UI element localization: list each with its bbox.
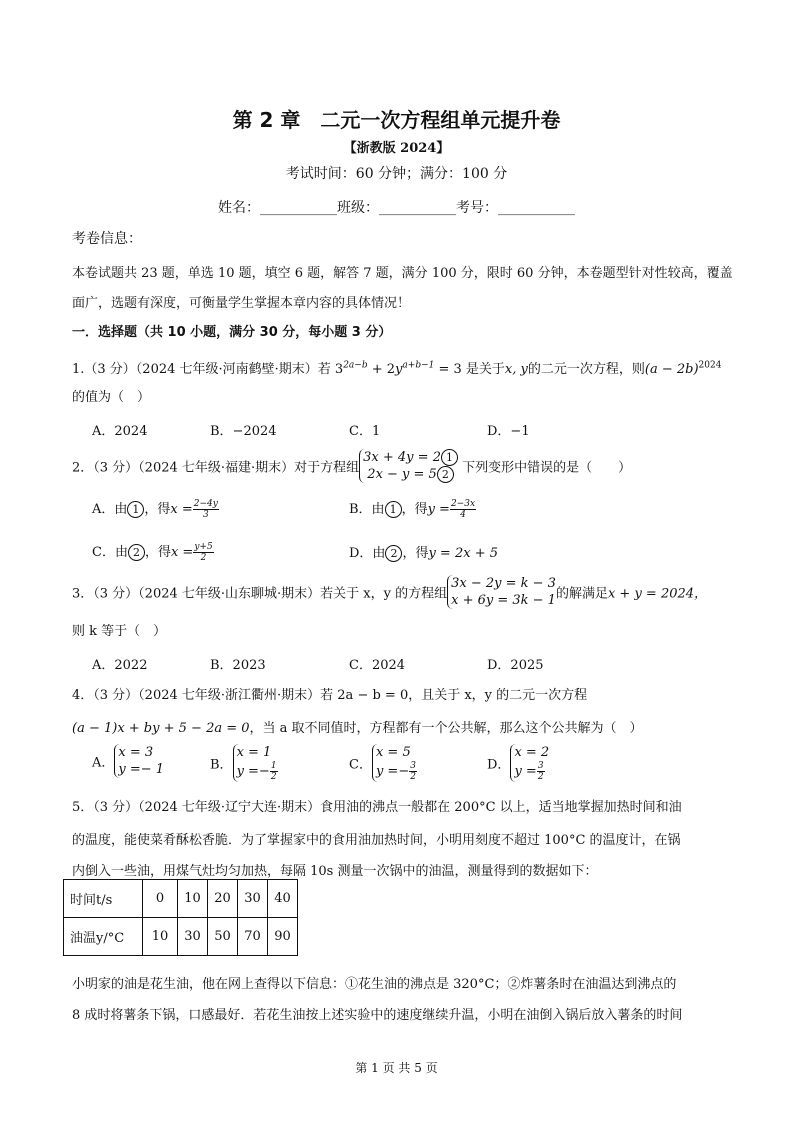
q1-option-c[interactable]: C．1: [349, 424, 381, 439]
q2-c-var: x =: [170, 545, 194, 560]
question-5-line2: 的温度，能使菜肴酥松香脆．为了掌握家中的食用油加热时间，小明用刻度不超过 100°C 的温度计，在锅: [72, 833, 681, 848]
q2-option-b[interactable]: [349, 498, 476, 520]
question-4-line2: [72, 717, 643, 736]
q2-d-expr: y = 2x + 5: [428, 546, 498, 561]
circled-1-icon: 1: [127, 501, 144, 518]
q4-b-den: 2: [270, 772, 277, 782]
q2-d-text: ，得: [402, 546, 429, 561]
table-cell: 20: [208, 880, 238, 918]
q4-b-x: x = 1: [236, 745, 272, 760]
question-1-stem: [72, 358, 721, 377]
q2-prefix: 2．（3 分）（2024 七年级·福建·期末）对于方程组: [72, 460, 360, 476]
q4-d-den: 2: [537, 772, 544, 782]
q4-c-y: y =−: [375, 764, 410, 779]
q2-eq2: 2x − y = 5: [367, 467, 437, 482]
q4-c-x: x = 5: [375, 745, 411, 760]
table-cell: 90: [268, 918, 298, 956]
edition-label: 【浙教版 2024】: [343, 141, 450, 156]
q3-option-c[interactable]: C．2024: [349, 658, 406, 673]
q4-d-label: D．: [487, 757, 511, 773]
q4-d-x: x = 2: [514, 745, 550, 760]
q2-a-numerator: 2−4y: [193, 499, 218, 509]
table-cell: 40: [268, 880, 298, 918]
q2-c-label: C．由: [92, 545, 128, 560]
circled-2-icon: 2: [385, 545, 402, 562]
question-3-line2: 则 k 等于（ ）: [72, 624, 167, 639]
q3-condition: x + y = 2024，: [607, 586, 708, 602]
info-line-1: 本卷试题共 23 题，单选 10 题，填空 6 题，解答 7 题，满分 100 分，限时 60 分钟，本卷题型针对性较高，覆盖: [72, 266, 733, 281]
circled-2-icon: 2: [128, 544, 145, 561]
q2-a-fraction: [193, 499, 219, 520]
info-line-2: 面广，选题有深度，可衡量学生掌握本章内容的具体情况！: [72, 296, 411, 311]
q2-a-label: A．由: [92, 502, 128, 517]
q1-exponent-1: 2a−b: [343, 360, 368, 371]
table-cell: 70: [238, 918, 268, 956]
q4-option-c[interactable]: [349, 744, 417, 782]
q4-b-num: 1: [270, 761, 277, 771]
q3-system: [447, 575, 556, 609]
question-5-after-1: 小明家的油是花生油，他在网上查得以下信息：①花生油的沸点是 320°C；②炸薯条时在油温达到沸点的: [72, 977, 677, 992]
q4-a-y: y =− 1: [118, 762, 165, 777]
q3-option-a[interactable]: A．2022: [92, 658, 148, 673]
q2-suffix: 下列变形中错误的是（ ）: [462, 460, 632, 476]
question-5-after-2: 8 成时将薯条下锅，口感最好．若花生油按上述实验中的速度继续升温，小明在油倒入锅后放入薯条的时间: [72, 1008, 683, 1023]
q1-option-a[interactable]: A．2024: [92, 424, 148, 439]
q4-c-system: [372, 744, 417, 782]
table-row: [64, 918, 298, 956]
q3-eq1: 3x − 2y = k − 3: [451, 576, 556, 591]
q4-d-num: 3: [537, 761, 544, 771]
q2-b-text: ，得: [401, 502, 428, 517]
question-3-stem: [72, 575, 707, 609]
question-5-line3: 内倒入一些油，用煤气灶均匀加热，每隔 10s 测量一次锅中的油温，测量得到的数据如下：: [72, 864, 598, 879]
q2-b-var: y =: [427, 502, 450, 517]
q2-b-label: B．由: [349, 502, 385, 517]
table-cell: 30: [178, 918, 208, 956]
q2-a-text: ，得: [144, 502, 171, 517]
q4-text: ，当 a 取不同值时，方程都有一个公共解，那么这个公共解为（ ）: [249, 721, 643, 736]
q2-system: [359, 449, 458, 483]
q2-d-label: D．由: [349, 546, 386, 561]
student-info-line: 姓名：___________班级：___________考号：___________: [218, 200, 575, 216]
q1-prefix: 1.（3 分）（2024 七年级·河南鹤壁·期末）若 3: [72, 362, 344, 377]
circled-1-icon: 1: [441, 449, 458, 466]
q2-c-numerator: y+5: [194, 542, 213, 552]
q4-b-y: y =−: [236, 764, 270, 779]
exam-time: 考试时间：60 分钟；满分：100 分: [285, 166, 508, 182]
question-5-line1: 5．（3 分）（2024 七年级·辽宁大连·期末）食用油的沸点一般都在 200°C 以上，适当地掌握加热时间和油: [72, 800, 682, 815]
question-2-stem: [72, 449, 631, 483]
q4-option-b[interactable]: [210, 744, 278, 782]
q2-b-fraction: [450, 499, 476, 520]
info-heading: 考卷信息：: [72, 231, 142, 247]
q3-prefix: 3．（3 分）（2024 七年级·山东聊城·期末）若关于 x，y 的方程组: [72, 586, 448, 602]
q3-eq2: x + 6y = 3k − 1: [451, 593, 556, 608]
q1-option-d[interactable]: D．−1: [487, 424, 530, 439]
q2-a-denominator: 3: [202, 510, 209, 520]
q4-d-system: [510, 744, 549, 782]
circled-2-icon: 2: [437, 466, 454, 483]
q3-option-d[interactable]: D．2025: [487, 658, 544, 673]
q1-exponent-3: 2024: [698, 360, 722, 371]
q4-b-system: [233, 744, 278, 782]
q4-b-label: B．: [210, 757, 233, 773]
page-title: 第 2 章 二元一次方程组单元提升卷: [232, 108, 561, 132]
data-table: [63, 879, 298, 956]
question-1-line2: 的值为（ ）: [72, 390, 151, 405]
q1-after: = 3 是关于: [434, 362, 505, 377]
q4-a-system: [114, 744, 164, 778]
table-header-time: 时间t/s: [64, 880, 143, 918]
q2-c-denominator: 2: [200, 553, 207, 563]
q2-option-a[interactable]: [92, 498, 219, 520]
table-cell: 30: [238, 880, 268, 918]
q4-d-y: y =: [514, 764, 537, 779]
q4-expr: (a − 1)x + by + 5 − 2a = 0: [72, 721, 250, 736]
q1-xy: x, y: [504, 362, 528, 377]
q1-expr: (a − 2b): [644, 362, 699, 377]
table-cell: 0: [143, 880, 178, 918]
q2-option-c[interactable]: [92, 541, 214, 563]
question-4-line1: 4．（3 分）（2024 七年级·浙江衢州·期末）若 2a − b = 0，且关于 x，y 的二元一次方程: [72, 688, 588, 703]
circled-1-icon: 1: [385, 501, 402, 518]
q4-a-label: A．: [92, 755, 115, 771]
page-number: 第 1 页 共 5 页: [355, 1061, 438, 1075]
table-cell: 10: [178, 880, 208, 918]
q1-mid: + 2: [367, 362, 396, 377]
q1-after2: 的二元一次方程，则: [527, 362, 645, 377]
q4-option-d[interactable]: [487, 744, 549, 782]
q2-c-fraction: [193, 542, 213, 563]
q4-c-label: C．: [349, 757, 372, 773]
q2-c-text: ，得: [144, 545, 171, 560]
q4-option-a[interactable]: [92, 744, 164, 778]
q4-c-fraction: [409, 761, 417, 782]
table-header-temp: 油温y/°C: [64, 918, 143, 956]
section-heading: 一．选择题（共 10 小题，满分 30 分，每小题 3 分）: [72, 325, 392, 340]
q4-d-fraction: [537, 761, 545, 782]
q3-option-b[interactable]: B．2023: [210, 658, 266, 673]
q3-suffix: 的解满足: [555, 586, 608, 602]
q2-b-denominator: 4: [460, 510, 466, 520]
table-cell: 50: [208, 918, 238, 956]
q4-a-x: x = 3: [118, 745, 154, 760]
table-row: [64, 880, 298, 918]
q1-exponent-2: a+b−1: [402, 360, 435, 371]
q4-b-fraction: [270, 761, 278, 782]
q2-b-numerator: 2−3x: [450, 499, 476, 509]
q2-a-var: x =: [170, 502, 193, 517]
q4-c-num: 3: [410, 761, 416, 771]
table-cell: 10: [143, 918, 178, 956]
q1-option-b[interactable]: B．−2024: [210, 424, 277, 439]
q4-c-den: 2: [410, 772, 416, 782]
q2-option-d[interactable]: [349, 542, 498, 562]
q2-eq1: 3x + 4y = 2: [363, 450, 441, 465]
q1-var-y: y: [395, 362, 403, 377]
